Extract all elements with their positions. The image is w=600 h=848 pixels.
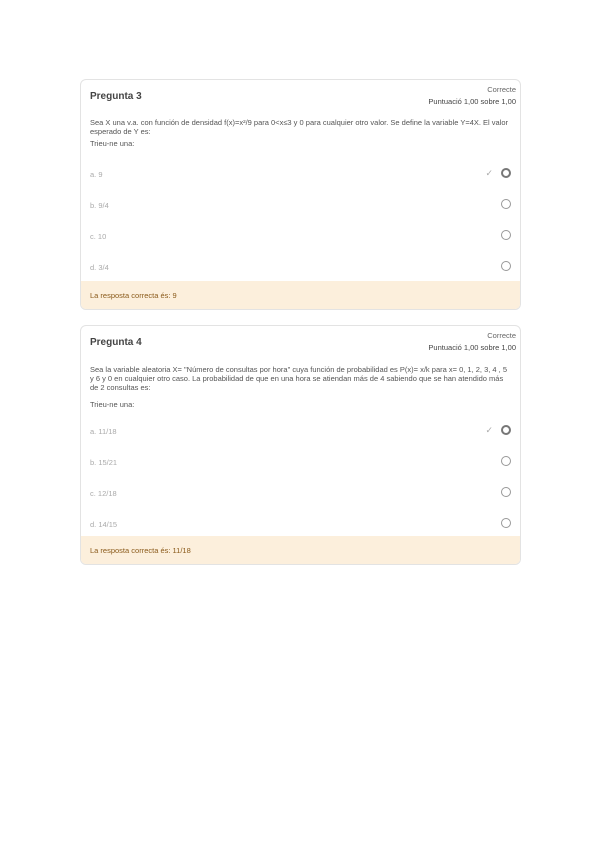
radio-icon[interactable] xyxy=(501,487,511,497)
option-label: c. 10 xyxy=(90,232,107,241)
option-label: a. 9 xyxy=(90,170,103,179)
question-title: Pregunta 3 xyxy=(90,91,142,102)
answer-option-c[interactable] xyxy=(90,229,511,243)
question-score: Puntuació 1,00 sobre 1,00 xyxy=(428,343,516,352)
radio-icon[interactable] xyxy=(501,261,511,271)
option-label: b. 15/21 xyxy=(90,458,118,467)
question-status: Correcte xyxy=(487,85,516,94)
radio-icon[interactable] xyxy=(501,199,511,209)
option-label: a. 11/18 xyxy=(90,427,117,436)
question-card-4 xyxy=(80,325,521,565)
answer-option-a[interactable] xyxy=(90,167,511,181)
option-label: c. 12/18 xyxy=(90,489,117,498)
correct-answer-feedback: La resposta correcta és: 11/18 xyxy=(81,536,520,564)
question-text: Sea la variable aleatoria X= "Número de consultas por hora" cuya función de probabilidad es P(x)= x/k para x= 0, 1, 2, 3, 4 , 5 y 6 y 0 en cualquier otro caso. La probabilidad de que en una hora se atiendan más de 4 sabiendo que se han atendido más de 2 consultas es: xyxy=(90,365,508,392)
question-card-3 xyxy=(80,79,521,310)
question-text: Sea X una v.a. con función de densidad f(x)=x²/9 para 0<x≤3 y 0 para cualquier otro valor. Se define la variable Y=4X. El valor esperado de Y es: xyxy=(90,118,509,136)
option-label: b. 9/4 xyxy=(90,201,109,210)
question-title: Pregunta 4 xyxy=(90,337,142,348)
radio-icon[interactable] xyxy=(501,456,511,466)
radio-selected-icon[interactable] xyxy=(501,168,511,178)
question-header xyxy=(81,326,520,356)
correct-answer-feedback: La resposta correcta és: 9 xyxy=(81,281,520,309)
question-prompt: Trieu-ne una: xyxy=(90,400,135,409)
radio-icon[interactable] xyxy=(501,230,511,240)
answer-option-a[interactable] xyxy=(90,424,511,438)
radio-icon[interactable] xyxy=(501,518,511,528)
check-icon: ✓ xyxy=(485,425,493,435)
question-header xyxy=(81,80,520,110)
answer-option-b[interactable] xyxy=(90,455,511,469)
question-status: Correcte xyxy=(487,331,516,340)
question-prompt: Trieu-ne una: xyxy=(90,139,135,148)
answer-option-c[interactable] xyxy=(90,486,511,500)
answer-option-d[interactable] xyxy=(90,517,511,531)
option-label: d. 14/15 xyxy=(90,520,118,529)
answer-option-d[interactable] xyxy=(90,260,511,274)
answer-option-b[interactable] xyxy=(90,198,511,212)
option-label: d. 3/4 xyxy=(90,263,109,272)
radio-selected-icon[interactable] xyxy=(501,425,511,435)
check-icon: ✓ xyxy=(485,168,493,178)
question-score: Puntuació 1,00 sobre 1,00 xyxy=(428,97,516,106)
